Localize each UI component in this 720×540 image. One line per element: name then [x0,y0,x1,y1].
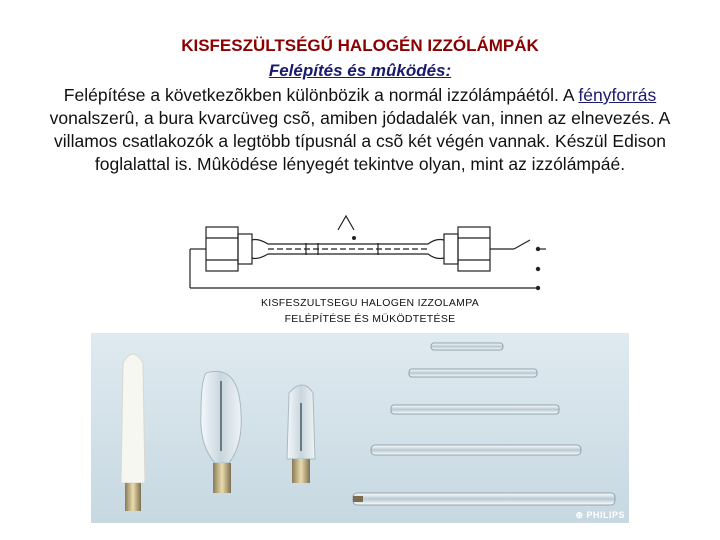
right-socket [458,227,490,271]
description-paragraph [40,84,680,176]
frosted-tubular-lamp [121,354,145,511]
section-subtitle: Felépítés és mûködés: [268,61,452,80]
light-source-link[interactable]: fényforrás [578,85,657,105]
diagram-caption-2: FELÉPÍTÉSE ÉS MÜKÖDTETÉSE [284,313,456,325]
quartz-tube-top [252,240,444,245]
paragraph-text-end: vonalszerû, a bura kvarcüveg csõ, amiben jódadalék van, innen az elnevezés. A villamos csatlakozók a legtöbb típusnál a csõ két végén vannak. Készül Edison foglalattal is. Mûködése lényegét tekintve olyan, mint az izzólámpáé. [49,108,671,174]
clear-bulb-lamp [201,371,241,493]
lamp-wiring-diagram [178,212,548,300]
filament-symbol [338,216,354,230]
philips-brand-logo: ⊕ PHILIPS [575,510,625,520]
linear-lamp-3 [391,405,559,414]
quartz-tube-bottom [252,254,444,259]
lamps-illustration [91,333,629,523]
linear-lamp-5 [353,493,615,505]
page-title: KISFESZÜLTSÉGŰ HALOGÉN IZZÓLÁMPÁK [181,36,539,55]
linear-lamp-1 [431,343,503,350]
linear-lamp-2 [409,369,537,377]
paragraph-text-start: Felépítése a következõkben különbözik a normál izzólámpáétól. A [63,85,574,105]
linear-lamp-4 [371,445,581,455]
switch-symbol [514,240,530,249]
diagram-caption-1: KISFESZULTSEGU HALOGEN IZZOLAMPA [260,297,480,309]
halogen-lamps-photo [91,333,629,523]
left-socket [206,227,238,271]
small-tubular-lamp [287,385,315,483]
